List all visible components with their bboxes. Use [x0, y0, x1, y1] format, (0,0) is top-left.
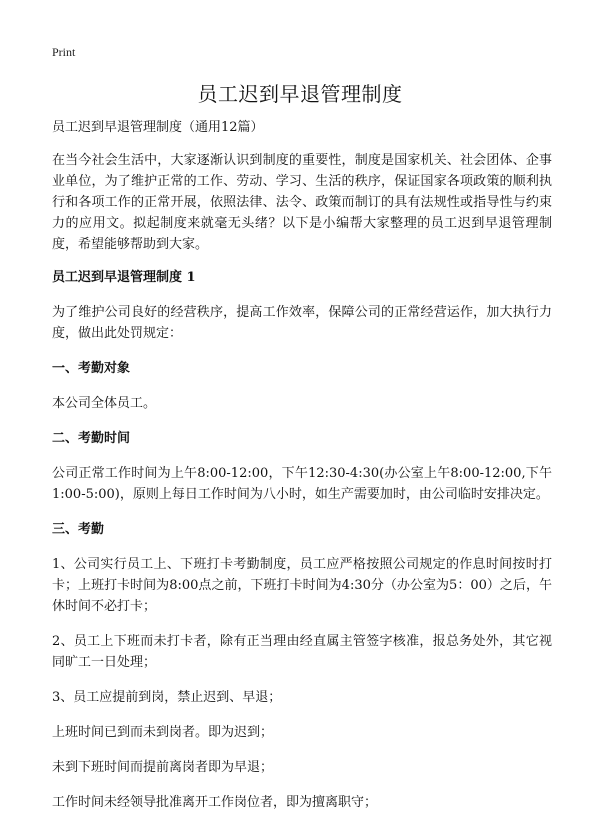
document-body: [52, 118, 552, 827]
heading-attendance-time: 二、考勤时间: [52, 431, 131, 446]
heading-attendance-object: 一、考勤对象: [52, 361, 131, 376]
print-label: Print: [52, 45, 76, 59]
document-subtitle: 员工迟到早退管理制度（通用12篇）: [52, 120, 264, 135]
paragraph-late-definition: 上班时间已到而未到岗者。即为迟到；: [52, 725, 274, 740]
paragraph-attendance-time: 公司正常工作时间为上午8:00-12:00，下午12:30-4:30(办公室上午8:00-12:00,下午1:00-5:00)，原则上每日工作时间为八小时，如生产需要加时，由公司临时安排决定。: [52, 466, 552, 502]
paragraph-attendance-rule-2: 2、员工上下班而未打卡者，除有正当理由经直属主管签字核准，报总务处外，其它视同旷工一日处理；: [52, 634, 552, 670]
paragraph-attendance-object: 本公司全体员工。: [52, 396, 157, 411]
intro-paragraph: 在当今社会生活中，大家逐渐认识到制度的重要性，制度是国家机关、社会团体、企事业单位，为了维护正常的工作、劳动、学习、生活的秩序，保证国家各项政策的顺利执行和各项工作的正常开展，依照法律、法令、政策而制订的具有法规性或指导性与约束力的应用文。拟起制度来就毫无头绪？以下是小编帮大家整理的员工迟到早退管理制度，希望能够帮助到大家。: [52, 153, 552, 252]
section-heading: 员工迟到早退管理制度 1: [52, 270, 196, 285]
paragraph-absent-post-definition: 工作时间未经领导批准离开工作岗位者，即为擅离职守；: [52, 795, 378, 810]
page-title: 员工迟到早退管理制度: [197, 82, 403, 106]
section-intro-paragraph: 为了维护公司良好的经营秩序，提高工作效率，保障公司的正常经营运作，加大执行力度，做出此处罚规定：: [52, 305, 552, 341]
paragraph-early-leave-definition: 未到下班时间而提前离岗者即为早退；: [52, 760, 274, 775]
paragraph-attendance-rule-1: 1、公司实行员工上、下班打卡考勤制度，员工应严格按照公司规定的作息时间按时打卡；上班打卡时间为8:00点之前，下班打卡时间为4:30分（办公室为5：00）之后，午休时间不必打卡；: [52, 557, 552, 614]
heading-attendance: 三、考勤: [52, 522, 105, 537]
paragraph-attendance-rule-3: 3、员工应提前到岗，禁止迟到、早退；: [52, 690, 282, 705]
